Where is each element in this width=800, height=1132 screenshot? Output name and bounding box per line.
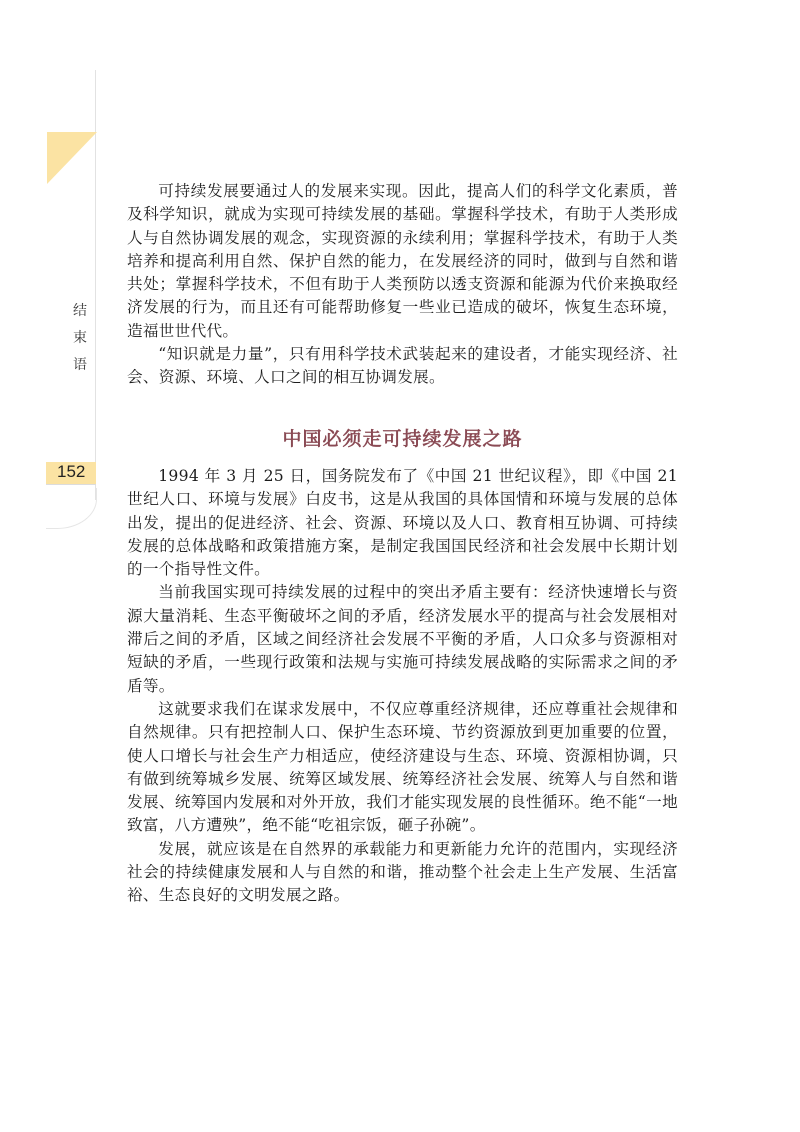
chapter-label-char-2: 束 xyxy=(73,330,87,346)
tab-underline xyxy=(46,484,96,485)
paragraph: 1994 年 3 月 25 日，国务院发布了《中国 21 世纪议程》，即《中国 21 世纪人口、环境与发展》白皮书，这是从我国的具体国情和环境与发展的总体出发，提出的促进经济、社会、资源、环境以及人口、教育相互协调、可持续发展的总体战略和政策措施方案，是制定我国国民经济和社会发展中长期计划的一个指导性文件。 xyxy=(127,467,678,579)
page-number: 152 xyxy=(57,462,86,481)
paragraph: 可持续发展要通过人的发展来实现。因此，提高人们的科学文化素质，普及科学知识，就成为实现可持续发展的基础。掌握科学技术，有助于人类形成人与自然协调发展的观念，实现资源的永续利用；掌握科学技术，有助于人类培养和提高利用自然、保护自然的能力，在发展经济的同时，做到与自然和谐共处；掌握科学技术，不但有助于人类预防以透支资源和能源为代价来换取经济发展的行为，而且还有可能帮助修复一些业已造成的破坏，恢复生态环境，造福世世代代。 xyxy=(127,182,678,340)
chapter-label-char-3: 语 xyxy=(73,357,87,373)
paragraph: 当前我国实现可持续发展的过程中的突出矛盾主要有：经济快速增长与资源大量消耗、生态平衡破坏之间的矛盾，经济发展水平的提高与社会发展相对滞后之间的矛盾，区域之间经济社会发展不平衡的矛盾，人口众多与资源相对短缺的矛盾，一些现行政策和法规与实施可持续发展战略的实际需求之间的矛盾等。 xyxy=(127,583,678,695)
corner-triangle-decoration xyxy=(47,132,97,184)
section-a-text xyxy=(127,180,678,390)
chapter-label-char-1: 结 xyxy=(73,303,87,319)
paragraph: 发展，就应该是在自然界的承载能力和更新能力允许的范围内，实现经济社会的持续健康发展和人与自然的和谐，推动整个社会走上生产发展、生活富裕、生态良好的文明发展之路。 xyxy=(127,839,678,905)
section-b-text xyxy=(127,465,678,908)
paragraph: 这就要求我们在谋求发展中，不仅应尊重经济规律，还应尊重社会规律和自然规律。只有把控制人口、保护生态环境、节约资源放到更加重要的位置，使人口增长与社会生产力相适应，使经济建设与生态、环境、资源相协调，只有做到统筹城乡发展、统筹区域发展、统筹经济社会发展、统筹人与自然和谐发展、统筹国内发展和对外开放，我们才能实现发展的良性循环。绝不能“一地致富，八方遭殃”，绝不能“吃祖宗饭，砸子孙碗”。 xyxy=(127,699,678,835)
paragraph: “知识就是力量”，只有用科学技术武装起来的建设者，才能实现经济、社会、资源、环境、人口之间的相互协调发展。 xyxy=(127,345,678,387)
chapter-label xyxy=(68,298,92,379)
section-title: 中国必须走可持续发展之路 xyxy=(282,428,523,450)
